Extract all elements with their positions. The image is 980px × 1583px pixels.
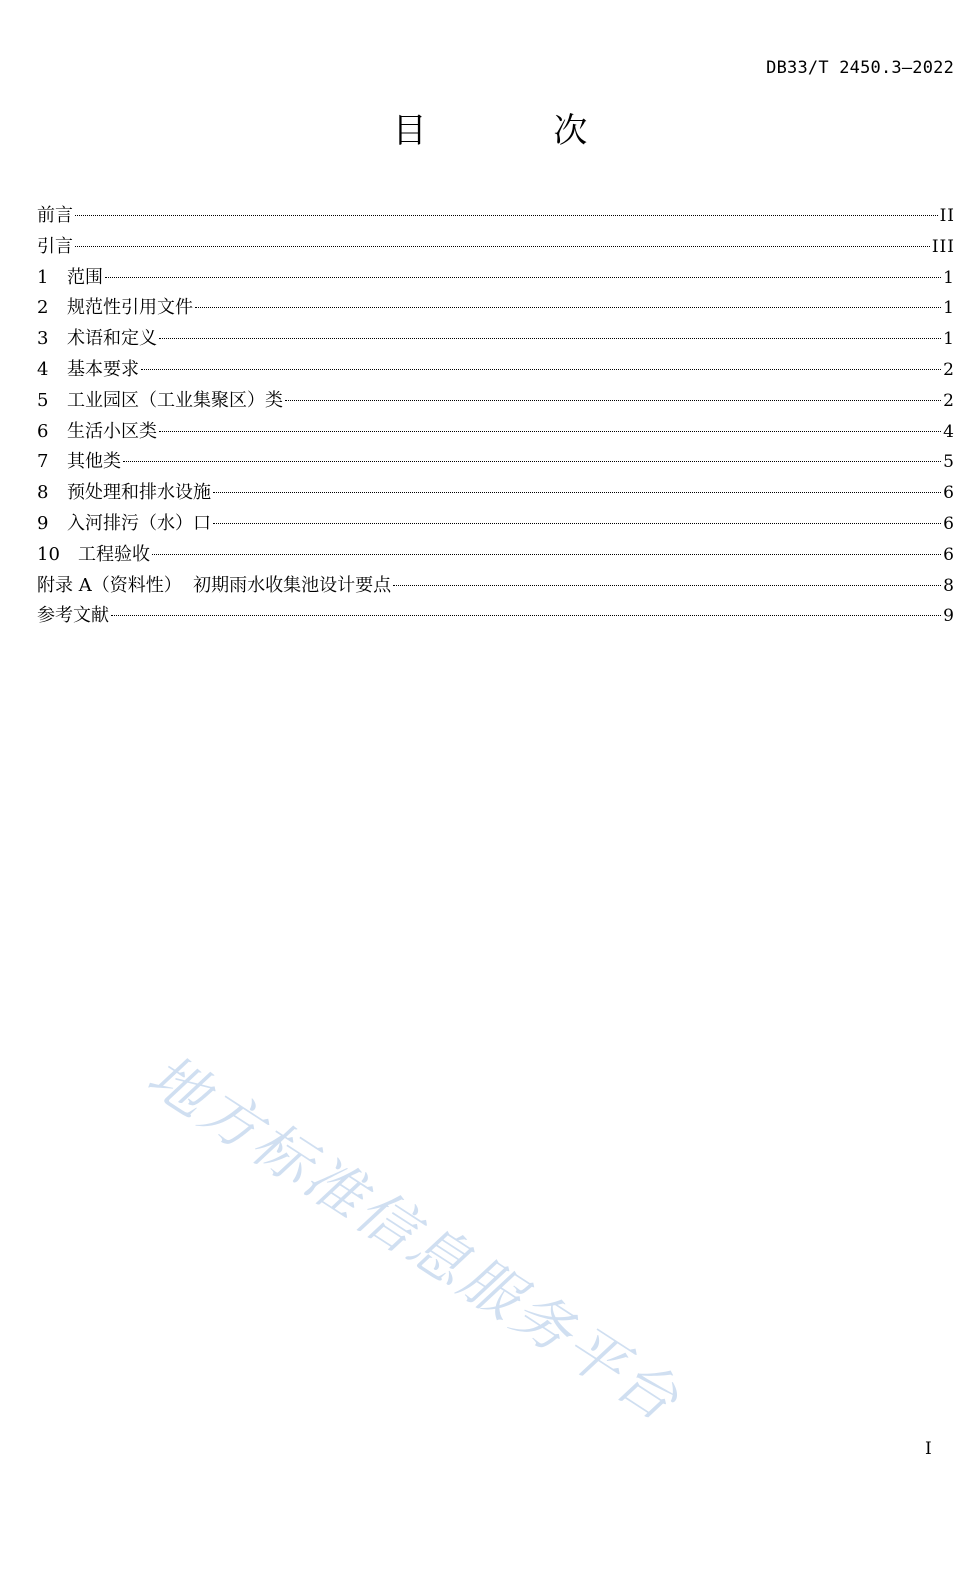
toc-entry-appendix-a[interactable] — [37, 571, 955, 602]
toc-entry-page: 9 — [943, 606, 955, 627]
toc-entry-label: 引言 — [37, 235, 73, 257]
toc-entry-page: 6 — [943, 513, 955, 534]
toc-entry-label: 3 术语和定义 — [37, 324, 157, 355]
toc-leader-dots — [159, 338, 941, 339]
page-title: 目 次 — [392, 111, 646, 151]
toc-entry-foreword[interactable] — [37, 201, 955, 232]
toc-entry-label: 8 预处理和排水设施 — [37, 478, 211, 509]
toc-entry-label: 6 生活小区类 — [37, 417, 157, 448]
toc-entry-number: 10 — [37, 543, 60, 565]
toc-entry-label: 4 基本要求 — [37, 355, 139, 386]
toc-leader-dots — [111, 615, 941, 616]
toc-leader-dots — [105, 277, 941, 278]
toc-entry-others[interactable] — [37, 447, 955, 478]
toc-leader-dots — [285, 400, 941, 401]
toc-entry-industrial-parks[interactable] — [37, 386, 955, 417]
toc-leader-dots — [123, 461, 941, 462]
toc-leader-dots — [213, 523, 941, 524]
toc-entry-residential-areas[interactable] — [37, 417, 955, 448]
toc-entry-number: 8 — [37, 482, 49, 504]
toc-entry-page: 4 — [943, 421, 955, 442]
toc-entry-page: 6 — [943, 483, 955, 504]
toc-entry-label: 7 其他类 — [37, 447, 121, 478]
toc-leader-dots — [159, 431, 941, 432]
toc-entry-page: 5 — [943, 452, 955, 473]
toc-entry-label: 前言 — [37, 205, 73, 226]
toc-entry-page: III — [931, 236, 955, 257]
toc-leader-dots — [152, 554, 941, 555]
standard-code: DB33/T 2450.3—2022 — [766, 58, 954, 78]
toc-leader-dots — [393, 585, 941, 586]
toc-entry-label: 1 范围 — [37, 263, 103, 294]
toc-entry-number: 1 — [37, 266, 49, 288]
toc-entry-scope[interactable] — [37, 263, 955, 294]
toc-entry-page: 1 — [943, 267, 955, 288]
toc-entry-terms-definitions[interactable] — [37, 324, 955, 355]
toc-entry-normative-references[interactable] — [37, 293, 955, 324]
toc-leader-dots — [195, 307, 941, 308]
page-number: I — [925, 1439, 932, 1459]
toc-entry-label: 9 入河排污（水）口 — [37, 509, 211, 540]
toc-entry-number: 9 — [37, 512, 49, 534]
toc-entry-introduction[interactable] — [37, 232, 955, 263]
toc-entry-label: 2 规范性引用文件 — [37, 293, 193, 324]
toc-entry-label: 附录 A（资料性） 初期雨水收集池设计要点 — [37, 574, 392, 596]
toc-entry-pretreatment-drainage[interactable] — [37, 478, 955, 509]
toc-entry-page: 8 — [943, 575, 955, 596]
toc-entry-page: 2 — [943, 390, 955, 411]
toc-leader-dots — [75, 246, 930, 247]
toc-leader-dots — [141, 369, 941, 370]
toc-entry-number: 7 — [37, 451, 49, 473]
toc-entry-number: 3 — [37, 328, 49, 350]
toc-entry-river-outfalls[interactable] — [37, 509, 955, 540]
toc-entry-page: II — [939, 206, 955, 226]
toc-entry-page: 1 — [943, 298, 955, 319]
toc-entry-number: 2 — [37, 297, 49, 319]
toc-entry-page: 2 — [943, 359, 955, 380]
toc-entry-acceptance[interactable] — [37, 540, 955, 571]
toc-entry-label: 10 工程验收 — [37, 540, 150, 571]
toc-entry-page: 1 — [943, 329, 955, 350]
toc-entry-basic-requirements[interactable] — [37, 355, 955, 386]
toc-leader-dots — [75, 215, 938, 216]
watermark-text: 地方标准信息服务平台 — [135, 1040, 693, 1436]
toc-leader-dots — [213, 492, 941, 493]
toc-entry-number: 5 — [37, 389, 49, 411]
toc-entry-page: 6 — [943, 544, 955, 565]
table-of-contents — [37, 201, 955, 632]
toc-entry-label: 参考文献 — [37, 605, 109, 627]
toc-entry-bibliography[interactable] — [37, 601, 955, 632]
toc-entry-label: 5 工业园区（工业集聚区）类 — [37, 386, 283, 417]
toc-entry-number: 4 — [37, 358, 49, 380]
toc-entry-number: 6 — [37, 420, 49, 442]
